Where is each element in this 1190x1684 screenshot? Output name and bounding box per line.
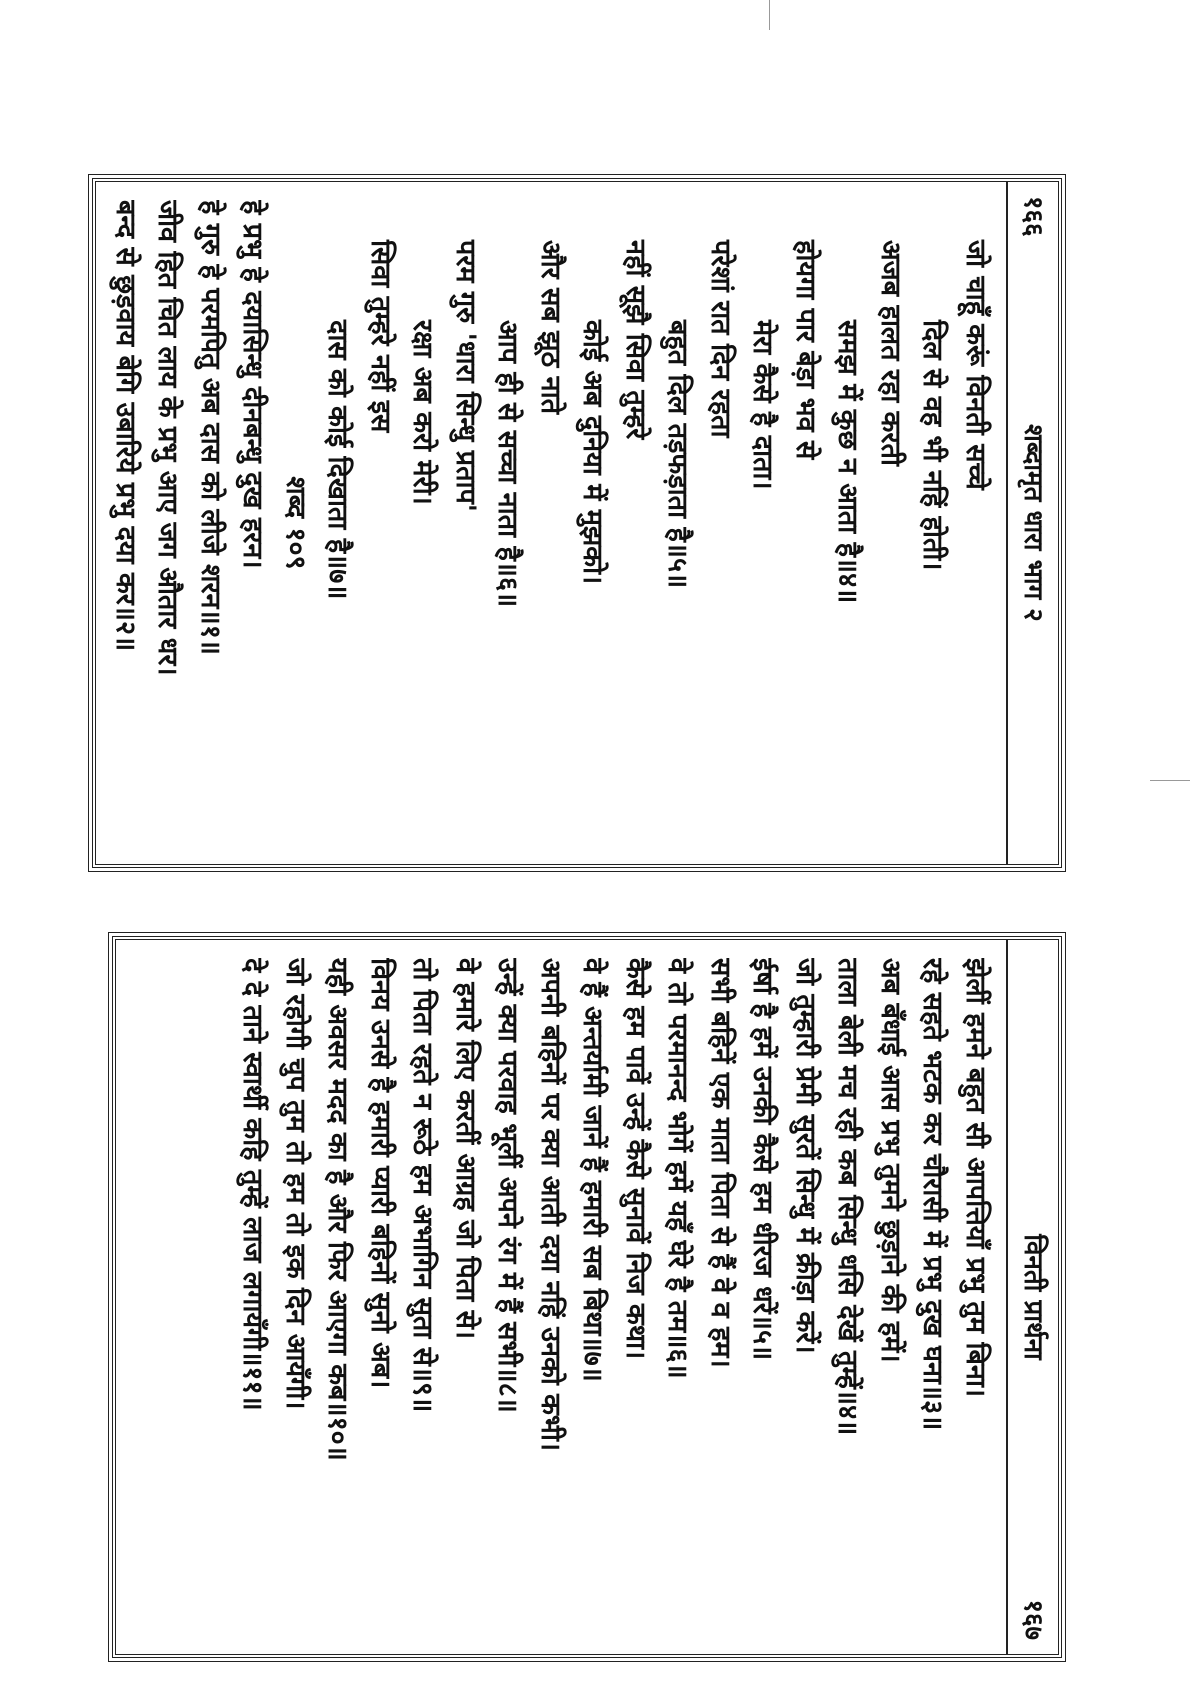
verse-line: ताला बेली मच रही कब सिन्धु धसि देखें तुम्हें॥४॥ [832,958,864,1436]
page-body [126,958,996,1636]
verse-line: ईर्षा है हमें उनकी कैसे हम धीरज धरें॥५॥ [747,958,779,1361]
verse-line: समझ में कुछ न आता है॥४॥ [832,320,864,604]
verse-line: यही अवसर मदद का है और फिर आएगा कब॥१०॥ [322,958,354,1461]
verse-line: हे प्रभु हे दयासिन्धु दीनबन्धु दुख हरन। [237,200,269,569]
verse-line: जीव हित चित लाय के प्रभु आए जग औतार धर। [152,200,184,676]
page-number: १६६ [1018,196,1048,237]
verse-line: सभी बहिनें एक माता पिता से हैं वे व हम। [705,958,736,1368]
verse-line: होयगा पार बेड़ा भव से [790,240,821,460]
verse-line: विनय उनसे है हमारी प्यारी बहिनों सुनो अब। [365,958,396,1389]
scan-line [769,0,770,30]
verse-line: हे गुरु हे परमपितु अब दास को लीजे शरन॥१॥ [195,200,226,655]
verse-line: अपनी बहिनों पर क्या आती दया नहिं उनको कभी। [535,958,566,1452]
verse-line: जो तुम्हारी प्रेमी सुरतें सिन्धु में क्रीड़ा करें। [790,958,821,1354]
section-heading: शब्द १०९ [280,476,311,570]
verse-line: उन्हें क्या परवाह भूलीं अपने रंग में हैं सभी॥८॥ [492,958,524,1413]
verse-line: सिवा तुम्हरे नहीं इस [365,240,396,433]
verse-line: रहे सहते भटक कर चौरासी में प्रभु दुख घना॥३॥ [917,958,949,1431]
verse-line: परम गुरु 'धारा सिन्धु प्रताप' [450,240,481,513]
verse-line: जो चाहूँ करूं विनती सच्चे [960,240,991,490]
verse-line: दास को कोई दिखाता है॥७॥ [322,320,354,600]
verse-line: दे दे ताने स्वार्थी कहि तुम्हें लाज लगायँगी॥११॥ [237,958,269,1411]
verse-line: परेशां रात दिन रहता [705,240,736,438]
page-number: १६७ [1018,1599,1048,1640]
verse-line: कैसे हम पावें उन्हें कैसे सुनावें निज कथा। [620,958,651,1360]
verse-line: अब बँधाई आस प्रभु तुमने छुड़ाने की हमें। [875,958,906,1363]
page-header [1006,940,1058,1654]
page-header [1006,182,1058,864]
verse-line: झेलीं हमने बहुत सी आपत्तियाँ प्रभु तुम बिना। [960,958,991,1398]
verse-line: दिल से वह भी नहिं होती। [917,320,949,571]
verse-line: अजब हालत रहा करती [875,240,906,466]
verse-line: और सब झूठ नाते [535,240,566,414]
verse-line: वे तो परमानन्द भोगें हमें यहँ घेरे है तम॥६॥ [662,958,694,1379]
verse-line: नहीं सूझै सिवा तुम्हरे [620,240,651,440]
verse-line: आप ही से सच्चा नाता है॥६॥ [492,320,524,608]
running-title: विनती प्रार्थना [1018,1234,1048,1360]
scan-line [1150,780,1190,781]
verse-line: जो रहोगी चुप तुम तो हम तो इक दिन आयँगी। [280,958,311,1410]
verse-line: तो पिता रहते न रूठे हम अभागिन सुता से॥९॥ [407,958,439,1413]
page-body [106,200,996,846]
page-167 [112,936,1062,1658]
verse-line: बन्द से छुड़वाय बेगि उबारिये प्रभु दया कर॥२॥ [110,200,141,652]
verse-line: कोई अब दुनिया में मुझको। [577,320,609,585]
verse-line: मेरा कैसे है दाता। [747,320,779,490]
verse-line: बहुत दिल तड़फड़ाता है॥५॥ [662,320,694,589]
verse-line: वे हमारे लिए करतीं आग्रह जो पिता से। [450,958,481,1340]
verse-line: वे हैं अन्तर्यामी जानें हैं हमारी सब बिथा॥७॥ [577,958,609,1382]
verse-line: रक्षा अब करो मेरी। [407,320,439,505]
page-166 [92,178,1062,868]
running-title: शब्दामृत धारा भाग २ [1018,424,1048,622]
